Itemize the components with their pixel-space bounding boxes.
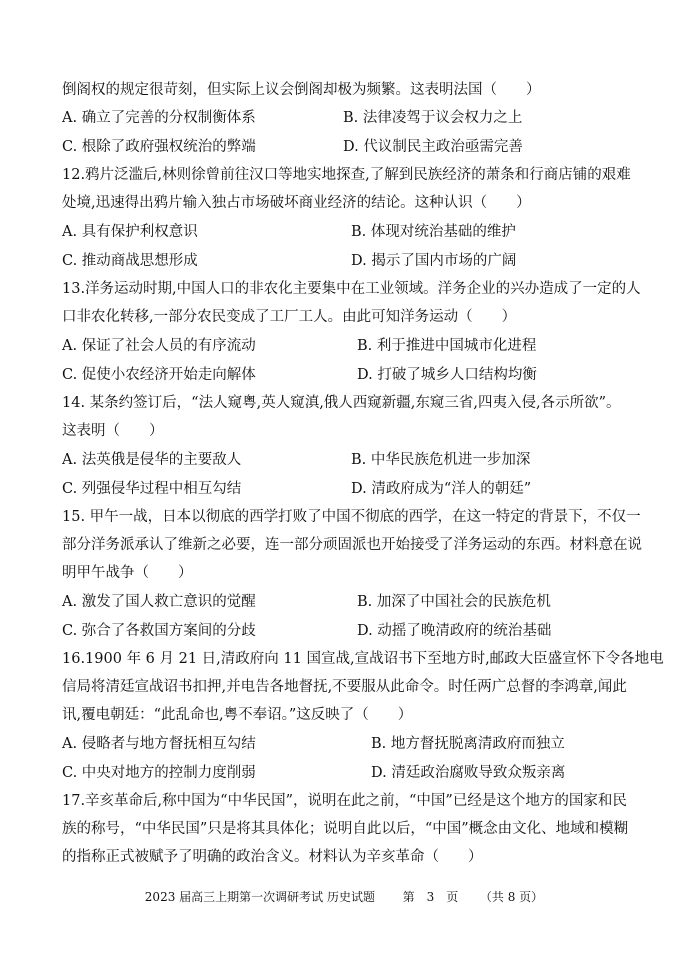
q15-option-c[interactable]: C. 弥合了各救国方案间的分歧: [62, 623, 256, 639]
q13-option-d[interactable]: D. 打破了城乡人口结构均衡: [357, 367, 537, 383]
q11-option-b[interactable]: B. 法律凌驾于议会权力之上: [343, 110, 523, 126]
footer-page-number: 第 3 页: [402, 890, 459, 904]
q16-stem-line: 16.1900 年 6 月 21 日,清政府向 11 国宣战,宣战诏书下至地方时,邮政大臣盛宣怀下令各地电: [62, 651, 664, 667]
q16-stem-line: 信局将清廷宣战诏书扣押,并电告各地督抚,不要服从此命令。时任两广总督的李鸿章,闻此: [62, 679, 627, 695]
q15-stem-line: 15. 甲午一战，日本以彻底的西学打败了中国不彻底的西学，在这一特定的背景下，不仅一: [62, 509, 641, 525]
q12-option-a[interactable]: A. 具有保护利权意识: [62, 224, 198, 240]
q12-option-c[interactable]: C. 推动商战思想形成: [62, 253, 198, 269]
q13-stem-line: 口非农化转移,一部分农民变成了工厂工人。由此可知洋务运动（ ）: [62, 309, 517, 325]
q14-option-a[interactable]: A. 法英俄是侵华的主要敌人: [62, 452, 242, 468]
q17-stem-line: 17.辛亥革命后,称中国为“中华民国”，说明在此之前，“中国”已经是这个地方的国家和民: [62, 793, 627, 809]
q13-option-c[interactable]: C. 促使小农经济开始走向解体: [62, 367, 256, 383]
q14-option-c[interactable]: C. 列强侵华过程中相互勾结: [62, 481, 242, 497]
q13-stem-line: 13.洋务运动时期,中国人口的非农化主要集中在工业领域。洋务企业的兴办造成了一定的人: [62, 281, 641, 297]
q16-option-a[interactable]: A. 侵略者与地方督抚相互勾结: [62, 736, 256, 752]
q15-option-b[interactable]: B. 加深了中国社会的民族危机: [357, 594, 551, 610]
q11-option-a[interactable]: A. 确立了完善的分权制衡体系: [62, 110, 256, 126]
q16-option-b[interactable]: B. 地方督抚脱离清政府而独立: [371, 736, 565, 752]
q14-stem-line: 这表明（ ）: [62, 423, 164, 439]
q11-option-d[interactable]: D. 代议制民主政治亟需完善: [343, 139, 523, 155]
q16-option-d[interactable]: D. 清廷政治腐败导致众叛亲离: [371, 765, 566, 781]
q15-option-a[interactable]: A. 激发了国人救亡意识的觉醒: [62, 594, 256, 610]
q16-stem-line: 讯,覆电朝廷：“此乱命也,粤不奉诏。”这反映了（ ）: [62, 707, 413, 723]
q15-stem-line: 部分洋务派承认了维新之必要，连一部分顽固派也开始接受了洋务运动的东西。材料意在说: [62, 537, 642, 553]
q13-option-b[interactable]: B. 利于推进中国城市化进程: [357, 338, 537, 354]
q13-option-a[interactable]: A. 保证了社会人员的有序流动: [62, 338, 256, 354]
q12-stem-line: 处境,迅速得出鸦片输入独占市场破坏商业经济的结论。这种认识（ ）: [62, 195, 531, 211]
q14-stem-line: 14. 某条约签订后，“法人窥粤,英人窥滇,俄人西窥新疆,东窥三省,四夷入侵,各示所欲”。: [62, 395, 621, 411]
footer-exam-title: 2023 届高三上期第一次调研考试 历史试题: [144, 890, 375, 904]
q12-option-b[interactable]: B. 体现对统治基础的维护: [351, 224, 516, 240]
q14-option-d[interactable]: D. 清政府成为“洋人的朝廷”: [351, 481, 532, 497]
q15-stem-line: 明甲午战争（ ）: [62, 565, 193, 581]
q12-option-d[interactable]: D. 揭示了国内市场的广阔: [351, 253, 517, 269]
q15-option-d[interactable]: D. 动摇了晚清政府的统治基础: [357, 623, 552, 639]
q12-stem-line: 12.鸦片泛滥后,林则徐曾前往汉口等地实地探查,了解到民族经济的萧条和行商店铺的艰难: [62, 167, 631, 183]
q17-stem-line: 的指称正式被赋予了明确的政治含义。材料认为辛亥革命（ ）: [62, 849, 483, 865]
q17-stem-line: 族的称号，“中华民国”只是将其具体化；说明自此以后，“中国”概念由文化、地域和模糊: [62, 821, 629, 837]
footer-total-pages: （共 8 页）: [479, 890, 544, 904]
page-footer: [0, 889, 688, 905]
q14-option-b[interactable]: B. 中华民族危机进一步加深: [351, 452, 531, 468]
q11-option-c[interactable]: C. 根除了政府强权统治的弊端: [62, 139, 256, 155]
q11-stem-line: 倒阁权的规定很苛刻，但实际上议会倒阁却极为频繁。这表明法国（ ）: [62, 82, 541, 98]
q16-option-c[interactable]: C. 中央对地方的控制力度削弱: [62, 765, 256, 781]
